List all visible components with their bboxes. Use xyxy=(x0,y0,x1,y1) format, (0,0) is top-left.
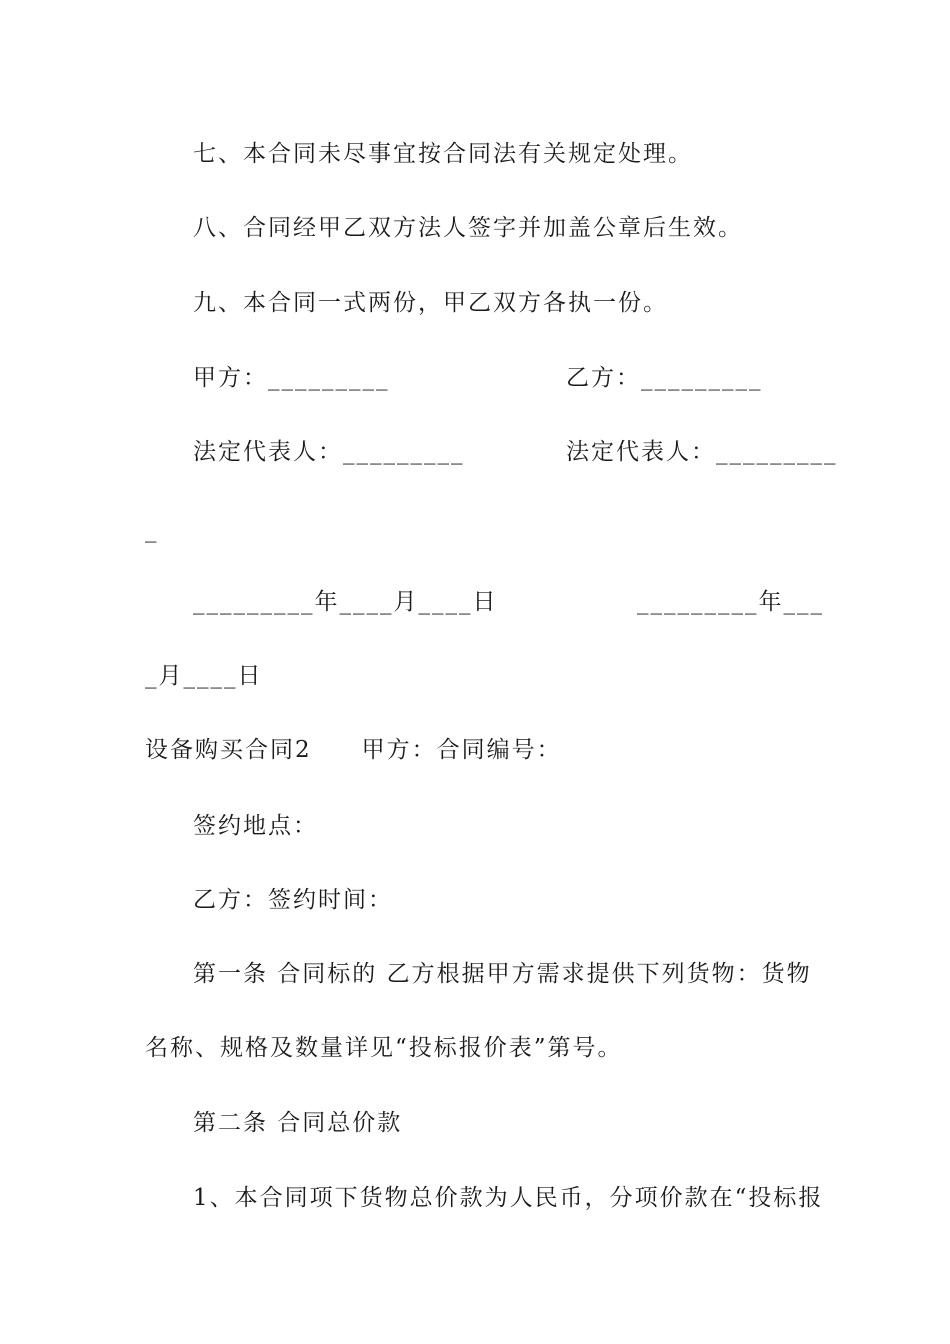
party-b-representative-wrap: _ xyxy=(145,517,159,543)
party-b-signature-line: 乙方：_________ xyxy=(566,365,763,391)
party-b-date-line: _________年___ xyxy=(637,589,824,615)
party-b-date-wrap: _月____日 xyxy=(145,663,263,689)
party-a-representative-line: 法定代表人：_________ xyxy=(193,439,465,465)
party-b-signing-time: 乙方：签约时间： xyxy=(193,887,393,913)
article-2-heading: 第二条 合同总价款 xyxy=(193,1110,403,1136)
clause-9: 九、本合同一式两份，甲乙双方各执一份。 xyxy=(193,290,668,316)
signing-place: 签约地点： xyxy=(193,813,318,839)
article-1-line-1: 第一条 合同标的 乙方根据甲方需求提供下列货物：货物 xyxy=(193,961,812,987)
clause-7: 七、本合同未尽事宜按合同法有关规定处理。 xyxy=(193,141,693,167)
party-a-date-line: _________年____月____日 xyxy=(193,589,498,615)
party-b-representative-line: 法定代表人：_________ xyxy=(566,439,838,465)
contract-2-heading: 设备购买合同2 甲方：合同编号： xyxy=(145,737,562,763)
article-1-line-2: 名称、规格及数量详见“投标报价表”第号。 xyxy=(145,1035,623,1061)
clause-8: 八、合同经甲乙双方法人签字并加盖公章后生效。 xyxy=(193,215,743,241)
party-a-signature-line: 甲方：_________ xyxy=(193,365,390,391)
article-2-item-1: 1、本合同项下货物总价款为人民币，分项价款在“投标报 xyxy=(193,1185,824,1211)
